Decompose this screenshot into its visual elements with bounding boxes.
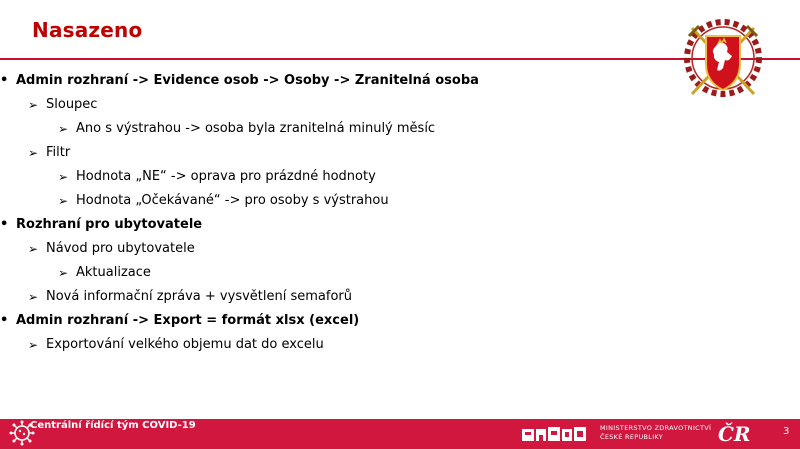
bullet-item-level-2 [28,336,324,354]
bullet-text: Admin rozhraní -> Evidence osob -> Osoby -> Zranitelná osoba [16,73,479,88]
arrow-bullet-icon: ➢ [28,290,39,304]
bullet-item-level-1 [0,216,203,234]
bullet-text: Hodnota „NE“ -> oprava pro prázdné hodnoty [76,169,376,184]
bullet-text: Návod pro ubytovatele [46,241,195,256]
bullet-text: Admin rozhraní -> Export = formát xlsx (excel) [16,313,360,328]
page-title: Nasazeno [32,18,143,42]
page-number: 3 [783,426,790,437]
bullet-text: Sloupec [46,97,98,112]
cr-logo-icon: ČR [718,422,751,446]
bullet-item-level-2 [28,144,71,162]
bullet-item-level-3 [58,264,151,282]
bullet-dot-icon: • [0,313,9,328]
bullet-item-level-2 [28,288,352,306]
ministry-line-2: ČESKÉ REPUBLIKY [600,433,664,441]
bullet-text: Ano s výstrahou -> osoba byla zranitelná minulý měsíc [76,121,436,136]
bullet-dot-icon: • [0,217,9,232]
arrow-bullet-icon: ➢ [58,170,69,184]
footer-team-name: Centrální řídící tým COVID-19 [30,420,196,431]
bullet-item-level-2 [28,240,195,258]
bullet-text: Rozhraní pro ubytovatele [16,217,203,232]
bullet-item-level-2 [28,96,98,114]
bullet-text: Aktualizace [76,265,151,280]
arrow-bullet-icon: ➢ [58,122,69,136]
emblem-icon [680,14,766,102]
bullet-text: Hodnota „Očekávané“ -> pro osoby s výstrahou [76,193,389,208]
bullet-item-level-3 [58,168,376,186]
arrow-bullet-icon: ➢ [28,338,39,352]
arrow-bullet-icon: ➢ [28,242,39,256]
bullet-item-level-1 [0,312,360,330]
bullet-text: Nová informační zpráva + vysvětlení semaforů [46,289,352,304]
bullet-dot-icon: • [0,73,9,88]
bullet-item-level-3 [58,120,436,138]
ministry-line-1: MINISTERSTVO ZDRAVOTNICTVÍ [600,424,712,432]
mz-logo-icon [522,425,594,443]
ministry-name [600,424,711,442]
arrow-bullet-icon: ➢ [58,266,69,280]
bullet-item-level-1 [0,72,479,90]
bullet-text: Filtr [46,145,71,160]
bullet-item-level-3 [58,192,389,210]
arrow-bullet-icon: ➢ [28,98,39,112]
arrow-bullet-icon: ➢ [28,146,39,160]
bullet-text: Exportování velkého objemu dat do excelu [46,337,324,352]
arrow-bullet-icon: ➢ [58,194,69,208]
footer-bar [0,419,800,449]
